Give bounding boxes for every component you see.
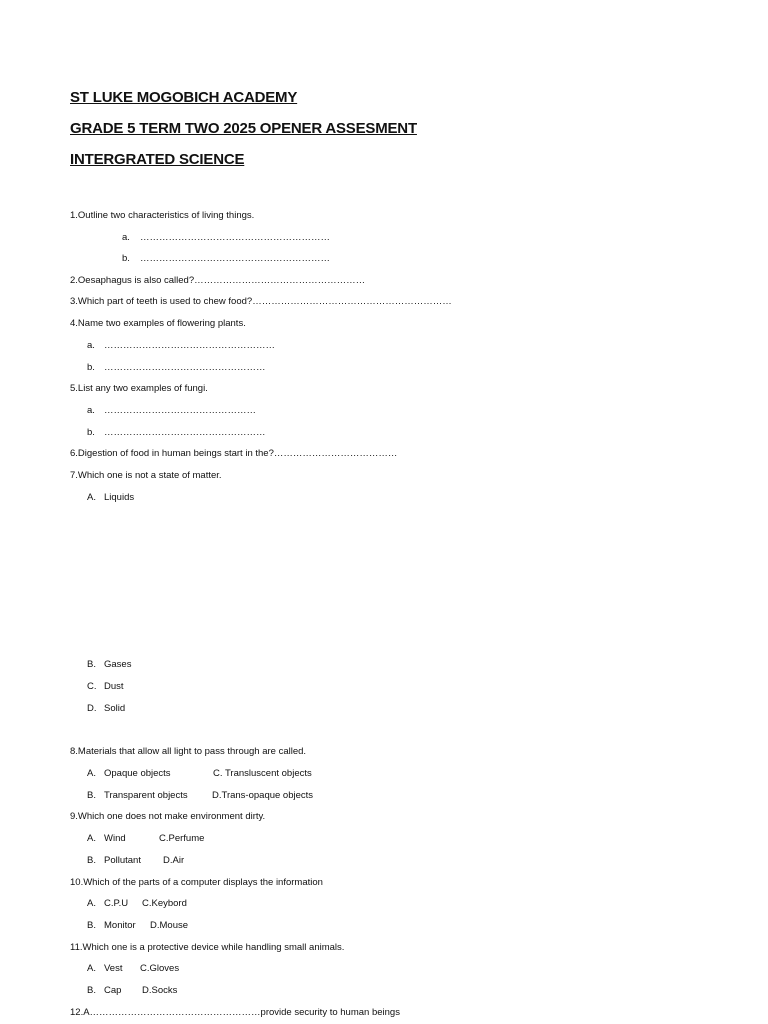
question-3: 3.Which part of teeth is used to chew food?……………………………………………………… <box>70 296 452 307</box>
option-c <box>87 681 124 693</box>
question-7: 7.Which one is not a state of matter. <box>70 470 222 481</box>
option-text: Cap <box>104 985 122 996</box>
answer-line <box>87 405 256 417</box>
option-marker: A. <box>87 492 96 503</box>
option-row <box>87 855 184 867</box>
option-marker: C. <box>87 681 97 692</box>
option-marker: B. <box>87 855 96 866</box>
blank-line: …………………………………………………… <box>140 232 330 243</box>
option-marker: B. <box>87 985 96 996</box>
answer-line <box>122 253 330 265</box>
option-text: D.Trans-opaque objects <box>212 790 314 801</box>
option-row <box>87 985 177 997</box>
question-8: 8.Materials that allow all light to pass through are called. <box>70 746 307 757</box>
option-marker: A. <box>87 768 96 779</box>
question-5: 5.List any two examples of fungi. <box>70 383 208 394</box>
option-text: Liquids <box>104 492 135 503</box>
answer-line <box>87 340 275 352</box>
option-row <box>87 963 179 975</box>
option-text: C.Keybord <box>142 898 187 909</box>
option-text: Transparent objects <box>104 790 188 801</box>
option-text: Solid <box>104 703 126 714</box>
option-text: D.Mouse <box>150 920 189 931</box>
item-marker: b. <box>122 253 130 264</box>
option-text: Vest <box>104 963 123 974</box>
item-marker: b. <box>87 362 95 373</box>
option-marker: D. <box>87 703 97 714</box>
option-text: Wind <box>104 833 126 844</box>
option-row <box>87 898 187 910</box>
option-row <box>87 920 188 932</box>
question-2: 2.Oesaphagus is also called?……………………………………………… <box>70 275 366 286</box>
subject-title: INTERGRATED SCIENCE <box>70 151 245 168</box>
answer-line <box>87 427 266 439</box>
option-text: D.Socks <box>142 985 178 996</box>
answer-line <box>122 232 330 244</box>
option-marker: B. <box>87 659 96 670</box>
question-1: 1.Outline two characteristics of living things. <box>70 210 255 221</box>
option-marker: B. <box>87 790 96 801</box>
item-marker: a. <box>87 340 95 351</box>
option-text: Gases <box>104 659 132 670</box>
item-marker: a. <box>122 232 130 243</box>
blank-line: …………………………………………… <box>104 427 266 438</box>
option-row <box>87 768 312 780</box>
option-text: C.Perfume <box>159 833 205 844</box>
option-marker: A. <box>87 898 96 909</box>
option-marker: A. <box>87 833 96 844</box>
blank-line: ………………………………………… <box>104 405 256 416</box>
question-4: 4.Name two examples of flowering plants. <box>70 318 246 329</box>
item-marker: b. <box>87 427 95 438</box>
blank-line: ……………………………………………… <box>104 340 275 351</box>
option-d <box>87 703 125 715</box>
option-text: C.P.U <box>104 898 129 909</box>
option-row <box>87 790 313 802</box>
question-9: 9.Which one does not make environment dirty. <box>70 811 266 822</box>
blank-line: …………………………………………………… <box>140 253 330 264</box>
option-marker: B. <box>87 920 96 931</box>
school-name: ST LUKE MOGOBICH ACADEMY <box>70 89 298 106</box>
option-text: Dust <box>104 681 124 692</box>
option-b <box>87 659 131 671</box>
exam-title: GRADE 5 TERM TWO 2025 OPENER ASSESMENT <box>70 120 417 137</box>
option-text: Monitor <box>104 920 136 931</box>
question-11: 11.Which one is a protective device while handling small animals. <box>70 942 345 953</box>
option-row <box>87 833 204 845</box>
option-text: C. Transluscent objects <box>213 768 312 779</box>
option-text: Opaque objects <box>104 768 171 779</box>
option-marker: A. <box>87 963 96 974</box>
question-6: 6.Digestion of food in human beings start in the?………………………………… <box>70 448 398 459</box>
blank-line: …………………………………………… <box>104 362 266 373</box>
option-text: C.Gloves <box>140 963 180 974</box>
option-text: D.Air <box>163 855 185 866</box>
option-a <box>87 492 134 504</box>
question-10: 10.Which of the parts of a computer displays the information <box>70 877 323 888</box>
question-12: 12.A………………………………………………provide security to human beings <box>70 1007 400 1018</box>
item-marker: a. <box>87 405 95 416</box>
answer-line <box>87 362 266 374</box>
option-text: Pollutant <box>104 855 141 866</box>
